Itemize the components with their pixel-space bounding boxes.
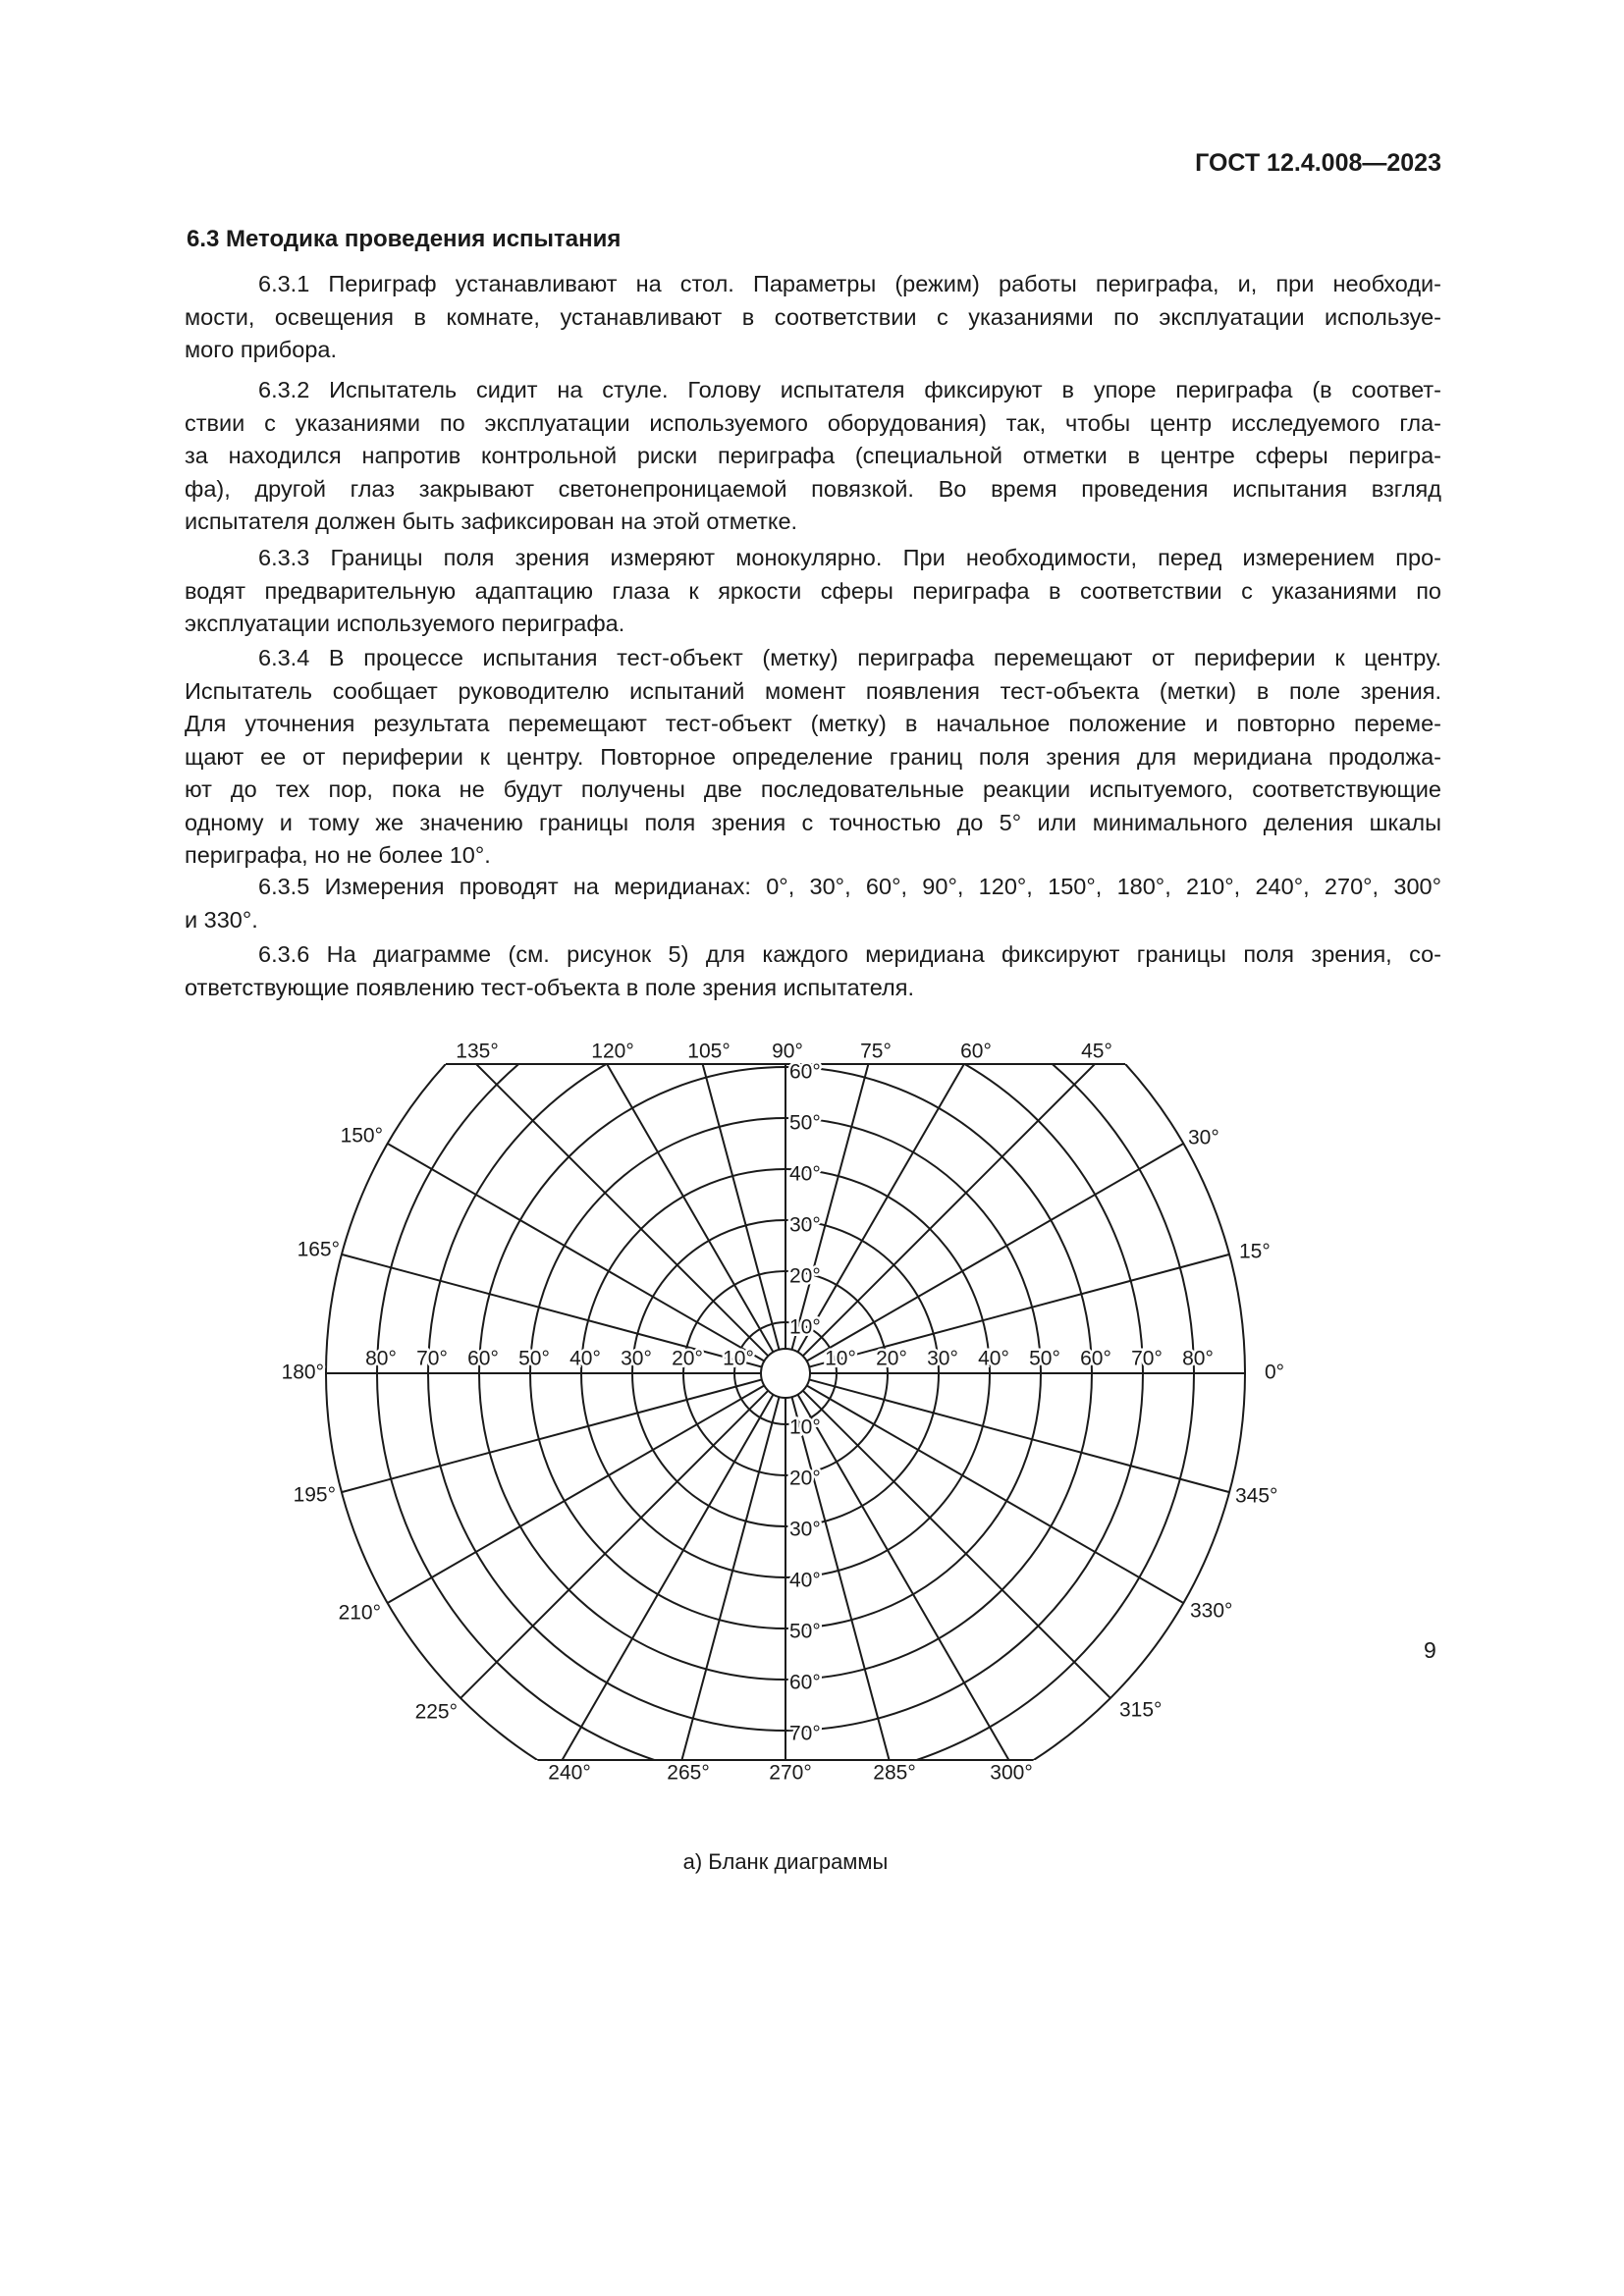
ring-label: 70° xyxy=(789,1722,821,1745)
ring-label: 50° xyxy=(1029,1347,1060,1370)
paragraph-line: щают ее от периферии к центру. Повторное определение границ поля зрения для меридиана продолжа- xyxy=(185,743,1441,770)
center-circle xyxy=(761,1349,810,1398)
ring-label: 10° xyxy=(789,1315,821,1339)
meridian-label: 240° xyxy=(548,1761,591,1785)
paragraph-line: 6.3.2 Испытатель сидит на стуле. Голову испытателя фиксируют в упоре периграфа (в соответ- xyxy=(258,377,1441,402)
ring-label: 10° xyxy=(789,1415,821,1439)
ring-label: 60° xyxy=(789,1060,821,1084)
meridian-label: 330° xyxy=(1190,1599,1233,1623)
ring-label: 50° xyxy=(789,1111,821,1135)
paragraph-line: мого прибора. xyxy=(185,337,337,362)
meridian-label: 300° xyxy=(990,1761,1033,1785)
paragraph-line: 6.3.3 Границы поля зрения измеряют монокулярно. При необходимости, перед измерением про- xyxy=(258,545,1441,570)
ring-label: 50° xyxy=(518,1347,550,1370)
meridian-label: 75° xyxy=(860,1040,892,1063)
ring-label: 40° xyxy=(789,1569,821,1592)
paragraph-line: водят предварительную адаптацию глаза к яркости сферы периграфа в соответствии с указаниями по xyxy=(185,577,1441,604)
paragraph-line: 6.3.5 Измерения проводят на меридианах: 0°, 30°, 60°, 90°, 120°, 150°, 180°, 210°, 240°, 270°, 300° xyxy=(258,874,1441,899)
meridian-label: 120° xyxy=(591,1040,634,1063)
meridian-label: 165° xyxy=(297,1238,340,1261)
meridian-label: 315° xyxy=(1119,1698,1163,1722)
meridian-label: 195° xyxy=(293,1483,336,1507)
meridian-label: 60° xyxy=(960,1040,992,1063)
ring-label: 70° xyxy=(1131,1347,1163,1370)
meridian-label: 30° xyxy=(1188,1126,1219,1149)
paragraph-line: одному и тому же значению границы поля зрения с точностью до 5° или минимального деления шкалы xyxy=(185,809,1441,835)
paragraph-line: фа), другой глаз закрывают светонепроницаемой повязкой. Во время проведения испытания взгляд xyxy=(185,475,1441,502)
meridian-label: 105° xyxy=(687,1040,731,1063)
meridian-label: 135° xyxy=(456,1040,499,1063)
ring-label: 80° xyxy=(1182,1347,1214,1370)
ring-label: 40° xyxy=(569,1347,601,1370)
figure-caption: а) Бланк диаграммы xyxy=(682,1849,889,1874)
meridian-label: 270° xyxy=(769,1761,812,1785)
page-number: 9 xyxy=(1424,1637,1436,1663)
paragraph-line: за находился напротив контрольной риски периграфа (специальной отметки в центре сферы перигра- xyxy=(185,443,1441,468)
ring-label: 60° xyxy=(1080,1347,1111,1370)
document-header: ГОСТ 12.4.008—2023 xyxy=(1195,149,1441,177)
meridian-label: 345° xyxy=(1235,1484,1278,1508)
paragraph-line: 6.3.4 В процессе испытания тест-объект (метку) периграфа перемещают от периферии к центру. xyxy=(258,645,1441,670)
ring-label: 30° xyxy=(927,1347,958,1370)
meridian-label: 265° xyxy=(667,1761,710,1785)
ring-label: 60° xyxy=(467,1347,499,1370)
section-heading: 6.3 Методика проведения испытания xyxy=(187,226,622,252)
ring-label: 30° xyxy=(621,1347,652,1370)
meridian-30 xyxy=(807,1144,1184,1362)
paragraph-line: ствии с указаниями по эксплуатации используемого оборудования) так, чтобы центр исследуемого гла- xyxy=(185,409,1441,436)
paragraph-line: мости, освещения в комнате, устанавливают в соответствии с указаниями по эксплуатации используе- xyxy=(185,303,1441,330)
ring-label: 30° xyxy=(789,1213,821,1237)
paragraph-line: и 330°. xyxy=(185,906,258,933)
ring-label: 20° xyxy=(789,1264,821,1288)
meridian-label: 225° xyxy=(414,1700,458,1724)
meridian-225 xyxy=(460,1391,768,1698)
ring-label: 80° xyxy=(365,1347,397,1370)
ring-label: 30° xyxy=(789,1518,821,1541)
meridian-label: 45° xyxy=(1081,1040,1112,1063)
meridian-label: 210° xyxy=(338,1601,381,1625)
paragraph-line: Испытатель сообщает руководителю испытаний момент появления тест-объекта (метки) в поле зрения. xyxy=(185,677,1441,704)
paragraph-line: 6.3.6 На диаграмме (см. рисунок 5) для каждого меридиана фиксируют границы поля зрения, со- xyxy=(258,941,1441,967)
meridian-label: 180° xyxy=(281,1361,324,1384)
meridian-210 xyxy=(388,1386,765,1604)
ring-label: 20° xyxy=(672,1347,703,1370)
meridian-45 xyxy=(803,1048,1110,1356)
paragraph-line: испытателя должен быть зафиксирован на этой отметке. xyxy=(185,508,798,534)
ring-label: 20° xyxy=(876,1347,907,1370)
paragraph-line: ют до тех пор, пока не будут получены две последовательные реакции испытуемого, соответствующие xyxy=(185,776,1441,802)
paragraph-line: эксплуатации используемого периграфа. xyxy=(185,611,625,636)
meridian-label: 90° xyxy=(772,1040,803,1063)
meridian-60 xyxy=(798,976,1016,1353)
ring-label: 60° xyxy=(789,1671,821,1694)
meridian-150 xyxy=(388,1144,765,1362)
meridian-label: 285° xyxy=(873,1761,916,1785)
ring-label: 10° xyxy=(723,1347,754,1370)
meridian-240 xyxy=(556,1395,774,1772)
ring-label: 40° xyxy=(978,1347,1009,1370)
meridian-315 xyxy=(803,1391,1110,1698)
meridian-135 xyxy=(460,1048,768,1356)
meridian-label: 0° xyxy=(1265,1361,1285,1384)
meridian-300 xyxy=(798,1395,1016,1772)
paragraph-line: Для уточнения результата перемещают тест-объект (метку) в начальное положение и повторно переме- xyxy=(185,711,1441,736)
paragraph-line: ответствующие появлению тест-объекта в поле зрения испытателя. xyxy=(185,974,914,1000)
ring-label: 20° xyxy=(789,1467,821,1490)
ring-label: 70° xyxy=(416,1347,448,1370)
meridian-label: 150° xyxy=(340,1124,383,1148)
meridian-label: 15° xyxy=(1239,1240,1271,1263)
meridian-120 xyxy=(556,976,774,1353)
paragraph-line: 6.3.1 Периграф устанавливают на стол. Параметры (режим) работы периграфа, и, при необходи- xyxy=(258,271,1441,296)
ring-label: 50° xyxy=(789,1620,821,1643)
paragraph-line: периграфа, но не более 10°. xyxy=(185,842,491,868)
ring-label: 10° xyxy=(825,1347,856,1370)
ring-label: 40° xyxy=(789,1162,821,1186)
meridian-330 xyxy=(807,1386,1184,1604)
